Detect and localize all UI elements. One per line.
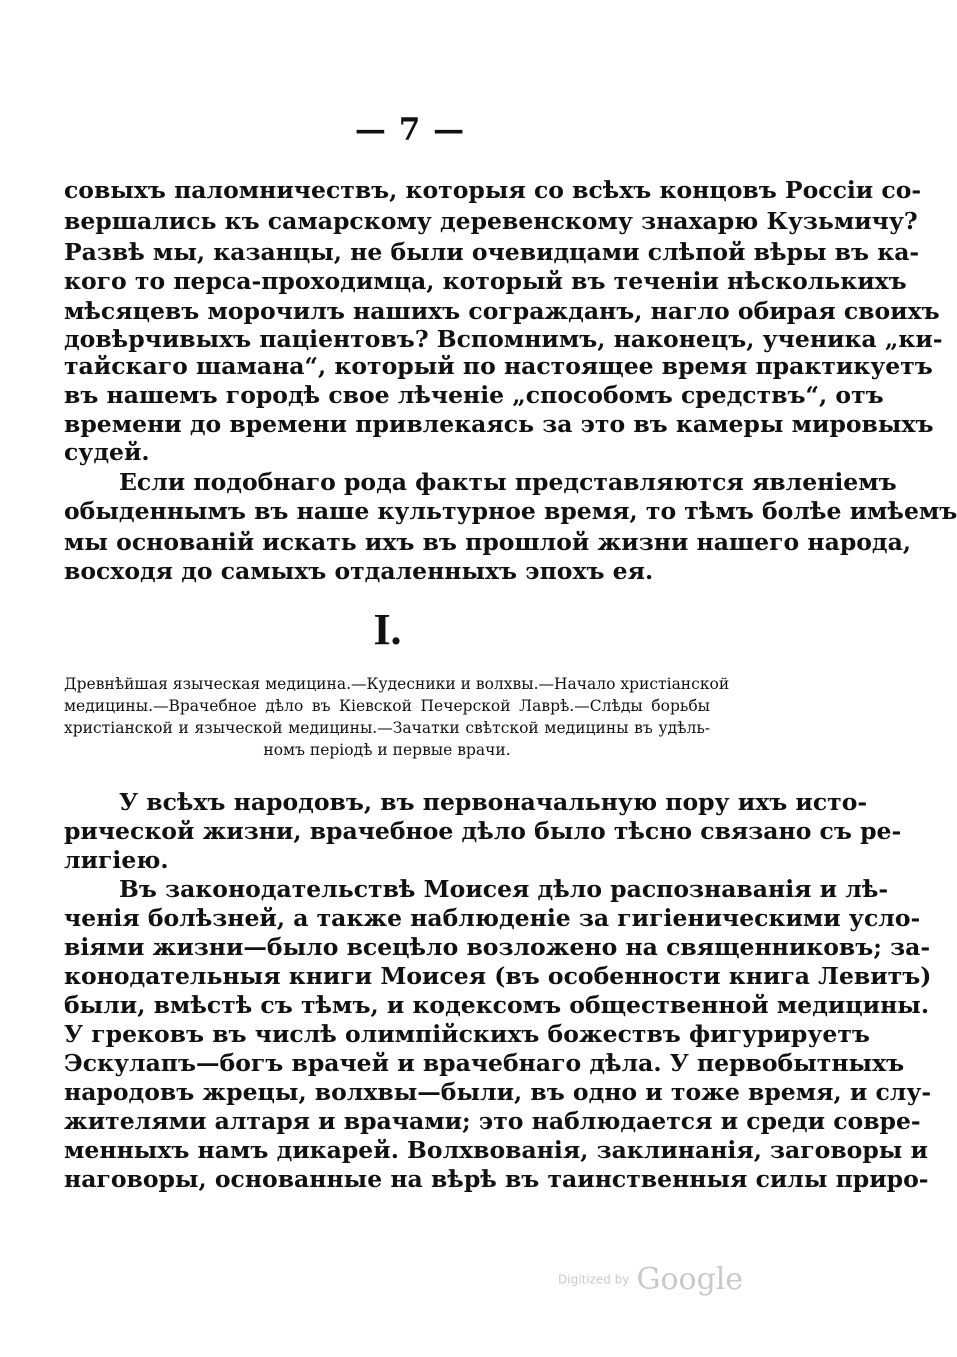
watermark-digitized-label: Digitized by [558, 1272, 630, 1287]
section-heading: I. [373, 605, 402, 654]
page-number: — 7 — [354, 112, 466, 148]
text-line: наговоры, основанные на вѣрѣ въ таинственныя силы приро- [64, 1165, 929, 1193]
text-line: судей. [64, 438, 150, 466]
text-line: Развѣ мы, казанцы, не были очевидцами слѣпой вѣры въ ка- [64, 238, 920, 266]
text-line: вершались къ самарскому деревенскому знахарю Кузьмичу? [64, 207, 918, 235]
google-logo: Google [636, 1262, 744, 1297]
summary-line: Древнѣйшая языческая медицина.—Кудесники и волхвы.—Начало христіанской [64, 675, 730, 693]
text-line: Если подобнаго рода факты представляются явленіемъ [119, 468, 897, 496]
summary-line: номъ періодѣ и первые врачи. [263, 741, 511, 759]
text-line: тайскаго шамана“, который по настоящее время практикуетъ [64, 352, 933, 380]
text-line: Въ законодательствѣ Моисея дѣло распознаванія и лѣ- [119, 875, 889, 903]
text-line: обыденнымъ въ наше культурное время, то тѣмъ болѣе имѣемъ [64, 497, 957, 525]
text-line: менныхъ намъ дикарей. Волхвованія, заклинанія, заговоры и [64, 1136, 928, 1164]
text-line: были, вмѣстѣ съ тѣмъ, и кодексомъ общественной медицины. [64, 991, 930, 1019]
text-line: кого то перса-проходимца, который въ теченіи нѣсколькихъ [64, 267, 907, 295]
text-line: лигіею. [64, 846, 169, 874]
text-line: У грековъ въ числѣ олимпійскихъ божествъ фигурируетъ [64, 1020, 870, 1048]
text-line: віями жизни—было всецѣло возложено на священниковъ; за- [64, 933, 931, 961]
text-line: восходя до самыхъ отдаленныхъ эпохъ ея. [64, 557, 654, 585]
text-line: У всѣхъ народовъ, въ первоначальную пору ихъ исто- [119, 788, 868, 816]
text-line: жителями алтаря и врачами; это наблюдается и среди совре- [64, 1107, 921, 1135]
text-line: конодательныя книги Моисея (въ особенности книга Левитъ) [64, 962, 932, 990]
text-line: ченія болѣзней, а также наблюденіе за гигіеническими усло- [64, 904, 921, 932]
text-line: мѣсяцевъ морочилъ нашихъ согражданъ, нагло обирая своихъ [64, 297, 940, 325]
summary-line: медицины.—Врачебное дѣло въ Кіевской Печерской Лаврѣ.—Слѣды борьбы [64, 697, 710, 715]
text-line: народовъ жрецы, волхвы—были, въ одно и тоже время, и слу- [64, 1078, 932, 1106]
text-line: довѣрчивыхъ паціентовъ? Вспомнимъ, наконецъ, ученика „ки- [64, 325, 943, 353]
digitized-by-watermark [558, 1262, 743, 1297]
text-line: рической жизни, врачебное дѣло было тѣсно связано съ ре- [64, 817, 902, 845]
text-line: совыхъ паломничествъ, которыя со всѣхъ концовъ Россіи со- [64, 176, 922, 204]
text-line: времени до времени привлекаясь за это въ камеры мировыхъ [64, 410, 934, 438]
text-line: Эскулапъ—богъ врачей и врачебнаго дѣла. У первобытныхъ [64, 1049, 905, 1077]
summary-line: христіанской и языческой медицины.—Зачатки свѣтской медицины въ удѣль- [64, 719, 710, 737]
text-line: мы основаній искать ихъ въ прошлой жизни нашего народа, [64, 528, 911, 556]
text-line: въ нашемъ городѣ свое лѣченіе „способомъ средствъ“, отъ [64, 381, 884, 409]
